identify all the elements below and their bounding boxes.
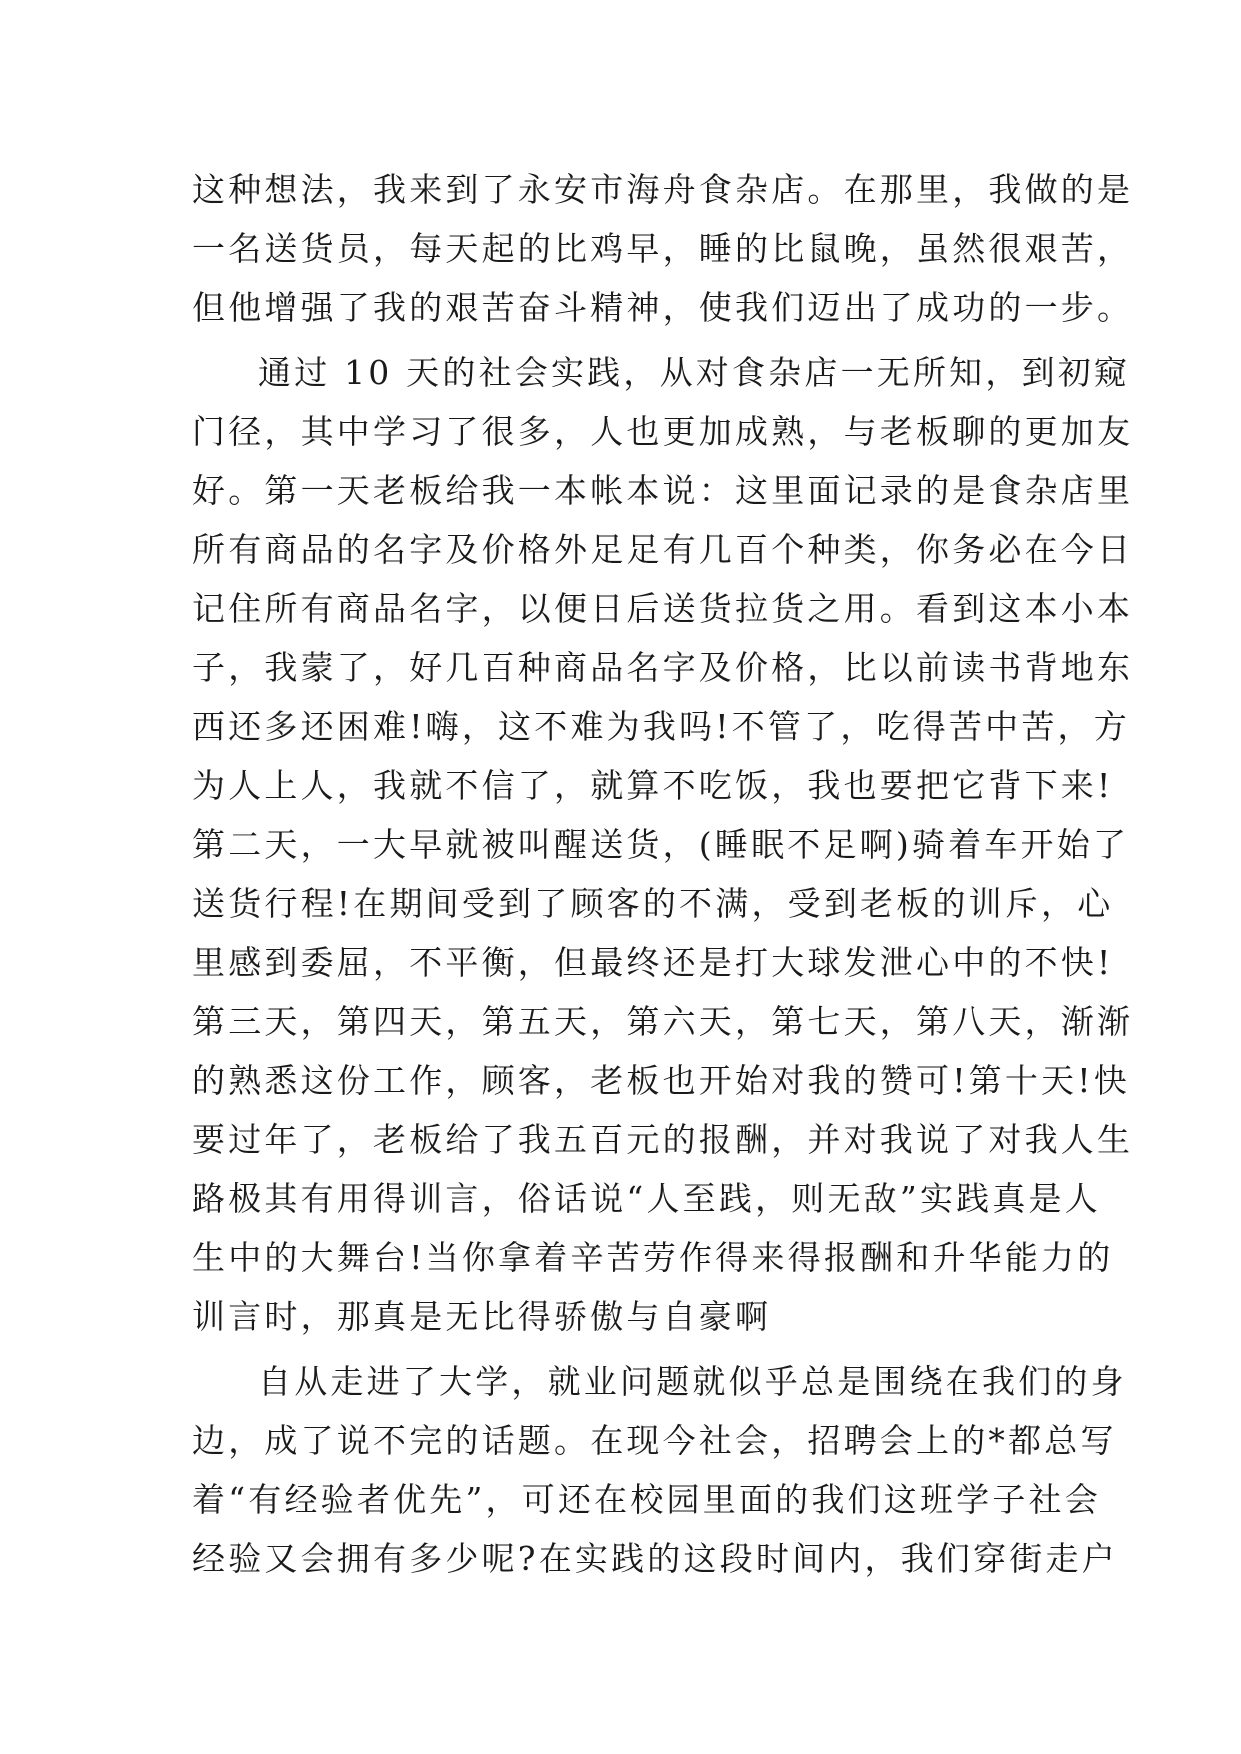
text-line: 训言时，那真是无比得骄傲与自豪啊	[192, 1297, 772, 1336]
text-line: 生中的大舞台!当你拿着辛苦劳作得来得报酬和升华能力的	[192, 1238, 1114, 1277]
text-line: 经验又会拥有多少呢?在实践的这段时间内，我们穿街走户	[192, 1539, 1118, 1578]
text-line: 着“有经验者优先”，可还在校园里面的我们这班学子社会	[192, 1480, 1101, 1519]
text-line: 通过 10 天的社会实践，从对食杂店一无所知，到初窥	[258, 353, 1131, 392]
text-line: 为人上人，我就不信了，就算不吃饭，我也要把它背下来!	[192, 766, 1114, 805]
paragraph	[192, 160, 1134, 337]
text-line: 里感到委屈，不平衡，但最终还是打大球发泄心中的不快!	[192, 943, 1114, 982]
text-line: 这种想法，我来到了永安市海舟食杂店。在那里，我做的是	[192, 170, 1134, 209]
text-line: 子，我蒙了，好几百种商品名字及价格，比以前读书背地东	[192, 648, 1134, 687]
text-line: 西还多还困难!嗨，这不难为我吗!不管了，吃得苦中苦，方	[192, 707, 1130, 746]
text-line: 门径，其中学习了很多，人也更加成熟，与老板聊的更加友	[192, 412, 1134, 451]
document-body	[192, 160, 1134, 1588]
text-line: 边，成了说不完的话题。在现今社会，招聘会上的*都总写	[192, 1421, 1117, 1460]
text-line: 所有商品的名字及价格外足足有几百个种类，你务必在今日	[192, 530, 1134, 569]
text-line: 但他增强了我的艰苦奋斗精神，使我们迈出了成功的一步。	[192, 288, 1134, 327]
text-line: 记住所有商品名字，以便日后送货拉货之用。看到这本小本	[192, 589, 1134, 628]
text-line: 第二天，一大早就被叫醒送货，(睡眠不足啊)骑着车开始了	[192, 825, 1130, 864]
text-line: 一名送货员，每天起的比鸡早，睡的比鼠晚，虽然很艰苦，	[192, 229, 1134, 268]
text-line: 要过年了，老板给了我五百元的报酬，并对我说了对我人生	[192, 1120, 1134, 1159]
text-line: 好。第一天老板给我一本帐本说：这里面记录的是食杂店里	[192, 471, 1134, 510]
paragraph	[192, 343, 1134, 1346]
paragraph	[192, 1352, 1127, 1588]
text-line: 路极其有用得训言，俗话说“人至践，则无敌”实践真是人	[192, 1179, 1101, 1218]
text-line: 自从走进了大学，就业问题就似乎总是围绕在我们的身	[258, 1362, 1127, 1401]
text-line: 的熟悉这份工作，顾客，老板也开始对我的赞可!第十天!快	[192, 1061, 1130, 1100]
text-line: 第三天，第四天，第五天，第六天，第七天，第八天，渐渐	[192, 1002, 1134, 1041]
text-line: 送货行程!在期间受到了顾客的不满，受到老板的训斥，心	[192, 884, 1114, 923]
